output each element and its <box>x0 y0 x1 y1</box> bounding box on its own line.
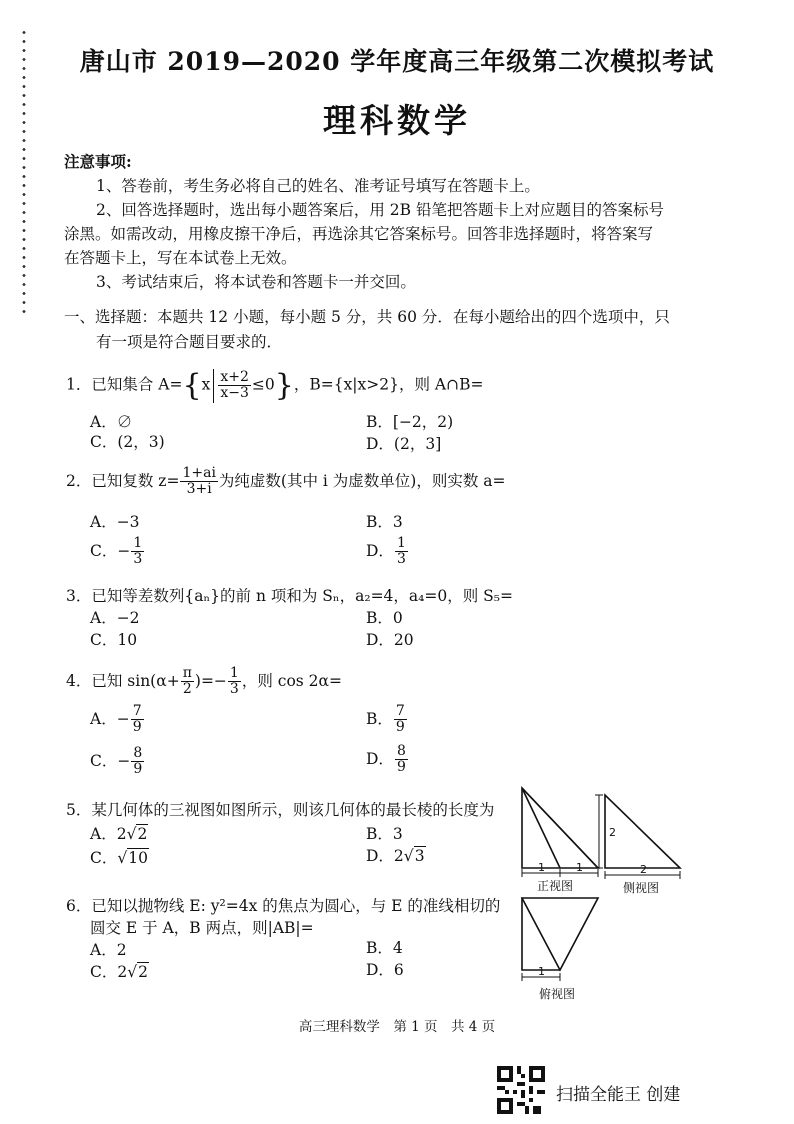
q2-option-b[interactable]: B．3 <box>366 513 403 531</box>
q4-option-a[interactable]: A．− $\frac{7}{9}$ <box>90 703 142 736</box>
side-view-label: 侧视图 <box>623 881 660 895</box>
dim-label-2w: 2 <box>640 863 647 876</box>
front-view <box>522 788 598 877</box>
q2-fraction: $\frac{1+ai}{3+i}$ <box>182 465 216 498</box>
side-view <box>595 795 680 879</box>
q2-option-a[interactable]: A．−3 <box>90 513 140 531</box>
question-3-stem: 3．已知等差数列{aₙ}的前 n 项和为 Sₙ，a₂=4，a₄=0，则 S₅= <box>66 587 513 605</box>
q2-option-d[interactable]: D． $\frac{1}{3}$ <box>366 535 406 568</box>
page-footer: 高三理科数学 第 1 页 共 4 页 <box>298 1019 496 1035</box>
exam-title: 唐山市 2019—2020 学年度高三年级第二次模拟考试 <box>79 47 715 76</box>
question-6-stem-line-2: 圆交 E 于 A，B 两点，则|AB|= <box>90 919 314 937</box>
q6-option-d[interactable]: D．6 <box>366 961 404 979</box>
qr-code-icon <box>497 1066 545 1114</box>
question-6-stem-line-1: 6．已知以抛物线 E: y²=4x 的焦点为圆心，与 E 的准线相切的 <box>66 897 501 915</box>
q5-option-c[interactable]: C．√10 <box>90 849 148 867</box>
note-1: 1、答卷前，考生务必将自己的姓名、准考证号填写在答题卡上。 <box>96 177 540 195</box>
question-5-stem: 5．某几何体的三视图如图所示，则该几何体的最长棱的长度为 <box>66 801 495 819</box>
question-1-stem: 1．已知集合 A={x $\frac{x+2}{x-3}$ ≤0}，B={x|x>2}，则 A∩B= <box>66 368 484 403</box>
section-heading-line-2: 有一项是符合题目要求的． <box>96 333 283 351</box>
top-view <box>522 898 598 981</box>
q5-option-d[interactable]: D．2√3 <box>366 847 425 865</box>
front-view-label: 正视图 <box>537 879 574 893</box>
dim-label-1b: 1 <box>576 861 583 874</box>
note-2-line-2: 涂黑。如需改动，用橡皮擦干净后，再选涂其它答案标号。回答非选择题时，将答案写 <box>64 225 654 243</box>
q3-option-c[interactable]: C．10 <box>90 631 138 649</box>
dim-label-1c: 1 <box>538 965 545 978</box>
scanner-watermark: 扫描全能王 创建 <box>556 1085 681 1105</box>
q2-option-c[interactable]: C．− $\frac{1}{3}$ <box>90 535 143 568</box>
note-2-line-1: 2、回答选择题时，选出每小题答案后，用 2B 铅笔把答题卡上对应题目的答案标号 <box>96 201 664 219</box>
q6-option-c[interactable]: C．2√2 <box>90 963 148 981</box>
q5-option-b[interactable]: B．3 <box>366 825 403 843</box>
subject-title: 理科数学 <box>323 101 471 140</box>
q5-option-a[interactable]: A．2√2 <box>90 825 148 843</box>
dim-label-1a: 1 <box>538 861 545 874</box>
q6-option-b[interactable]: B．4 <box>366 939 403 957</box>
q1-option-b[interactable]: B．[−2，2) <box>366 413 454 431</box>
section-heading-line-1: 一、选择题：本题共 12 小题，每小题 5 分，共 60 分．在每小题给出的四个选项中，只 <box>64 308 670 326</box>
top-view-label: 俯视图 <box>539 987 576 1001</box>
q3-option-a[interactable]: A．−2 <box>90 609 140 627</box>
note-3: 3、考试结束后，将本试卷和答题卡一并交回。 <box>96 273 416 291</box>
q4-option-d[interactable]: D． $\frac{8}{9}$ <box>366 743 406 776</box>
q4-option-c[interactable]: C．− $\frac{8}{9}$ <box>90 745 143 778</box>
q3-option-d[interactable]: D．20 <box>366 631 414 649</box>
note-2-line-3: 在答题卡上，写在本试卷上无效。 <box>64 249 297 267</box>
three-view-figure <box>505 780 715 1005</box>
question-2-stem: 2．已知复数 z= $\frac{1+ai}{3+i}$ 为纯虚数(其中 i 为虚数单位)，则实数 a= <box>66 465 506 498</box>
q3-option-b[interactable]: B．0 <box>366 609 403 627</box>
q6-option-a[interactable]: A．2 <box>90 941 127 959</box>
dim-label-2h: 2 <box>609 826 616 839</box>
q4-option-b[interactable]: B． $\frac{7}{9}$ <box>366 703 405 736</box>
q1-option-c[interactable]: C．(2，3) <box>90 433 165 451</box>
question-4-stem: 4．已知 sin(α+ $\frac{\pi}{2}$ )=− $\frac{1}{3}$ ，则 cos 2α= <box>66 665 342 698</box>
notes-heading: 注意事项: <box>64 152 132 171</box>
q1-option-a[interactable]: A．∅ <box>90 413 133 431</box>
q1-option-d[interactable]: D．(2，3] <box>366 435 442 453</box>
q1-fraction: $\frac{x+2}{x-3}$ <box>220 368 249 401</box>
